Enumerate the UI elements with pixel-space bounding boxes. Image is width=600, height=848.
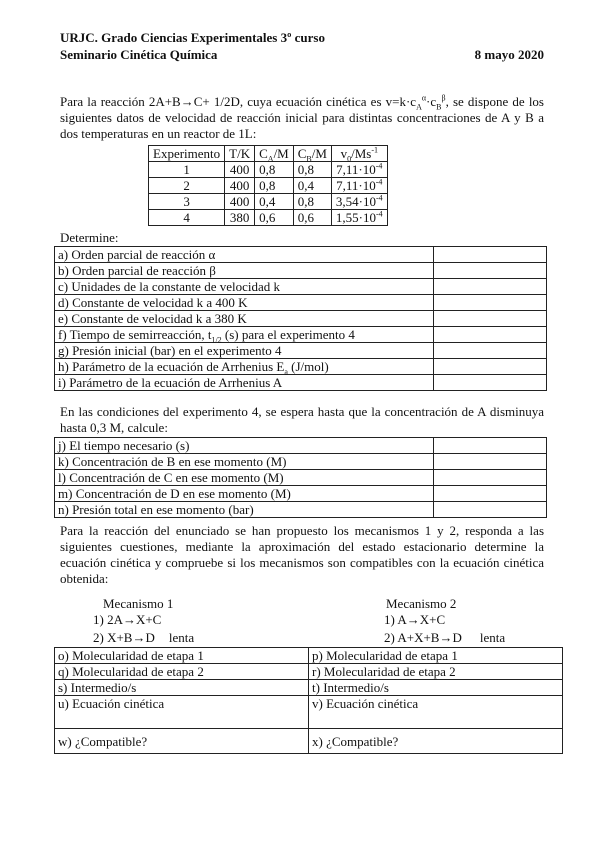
table-row: 4 380 0,6 0,6 $1,55\cdot 10^{-4}$	[149, 210, 388, 226]
answer-cell[interactable]	[434, 343, 547, 359]
table-row: s) Intermedio/s t) Intermedio/s	[55, 680, 563, 696]
answer-cell[interactable]	[434, 486, 547, 502]
answer-cell[interactable]	[434, 247, 547, 263]
table-row: c) Unidades de la constante de velocidad k	[55, 279, 547, 295]
table-row: m) Concentración de D en ese momento (M)	[55, 486, 547, 502]
header-line2: Seminario Cinética Química	[60, 47, 218, 62]
intro-paragraph: Para la reacción 2A+B→C+ 1/2D, cuya ecuación cinética es $v=k\cdot c_A^\alpha\cdot c_B^\beta$, se dispone de los siguientes datos de velocidad de reacción inicial para distintas concentraciones de A y B a dos temperaturas en un reactor de 1L:	[60, 93, 544, 141]
mech1-step2: 2) X+B→D lenta	[93, 630, 195, 645]
table-row: u) Ecuación cinética v) Ecuación cinética	[55, 696, 563, 729]
answer-cell[interactable]	[434, 454, 547, 470]
table-row: n) Presión total en ese momento (bar)	[55, 502, 547, 518]
table-row: l) Concentración de C en ese momento (M)	[55, 470, 547, 486]
mech2-step1: 1) A→X+C	[384, 612, 446, 627]
answer-cell[interactable]	[434, 311, 547, 327]
answer-cell[interactable]	[434, 375, 547, 391]
table-row: j) El tiempo necesario (s)	[55, 438, 547, 454]
mech2-step2: 2) A+X+B→D lenta	[384, 630, 506, 645]
answer-cell[interactable]	[434, 327, 547, 343]
header-date: 8 mayo 2020	[474, 47, 544, 62]
mech1-step1: 1) 2A→X+C	[93, 612, 162, 627]
answer-cell[interactable]	[434, 438, 547, 454]
table-row: b) Orden parcial de reacción β	[55, 263, 547, 279]
answer-cell[interactable]	[434, 470, 547, 486]
mech1-title: Mecanismo 1	[103, 596, 174, 611]
questions-table-2	[54, 437, 547, 518]
determine-label: Determine:	[60, 230, 119, 245]
table-row: w) ¿Compatible? x) ¿Compatible?	[55, 729, 563, 754]
table-row: q) Molecularidad de etapa 2 r) Molecularidad de etapa 2	[55, 664, 563, 680]
answer-cell[interactable]	[434, 295, 547, 311]
table-row: o) Molecularidad de etapa 1 p) Molecularidad de etapa 1	[55, 648, 563, 664]
paragraph-3: Para la reacción del enunciado se han propuesto los mecanismos 1 y 2, responda a las siguientes cuestiones, mediante la aproximación del estado estacionario determine la ecuación cinética y compruebe si los mecanismos son compatibles con la ecuación cinética obtenida:	[60, 523, 544, 586]
answer-cell[interactable]	[434, 359, 547, 375]
answer-cell[interactable]	[434, 263, 547, 279]
header-line1: URJC. Grado Ciencias Experimentales 3º curso	[60, 30, 325, 45]
table-row: e) Constante de velocidad k a 380 K	[55, 311, 547, 327]
answer-cell[interactable]	[434, 279, 547, 295]
table-row: 3 400 0,4 0,8 $3,54\cdot 10^{-4}$	[149, 194, 388, 210]
table-header-row: Experimento T/K $C_A/M$ $C_B/M$ $v_0/Ms^{-1}$	[149, 146, 388, 162]
table-row: 2 400 0,8 0,4 $7,11\cdot 10^{-4}$	[149, 178, 388, 194]
mechanism-table	[54, 647, 563, 754]
table-row: a) Orden parcial de reacción α	[55, 247, 547, 263]
paragraph-2: En las condiciones del experimento 4, se espera hasta que la concentración de A disminuya hasta 0,3 M, calcule:	[60, 404, 544, 435]
table-row: i) Parámetro de la ecuación de Arrhenius A	[55, 375, 547, 391]
answer-cell[interactable]	[434, 502, 547, 518]
questions-table-1	[54, 246, 547, 391]
table-row: k) Concentración de B en ese momento (M)	[55, 454, 547, 470]
mech2-title: Mecanismo 2	[386, 596, 457, 611]
table-row: d) Constante de velocidad k a 400 K	[55, 295, 547, 311]
table-row: g) Presión inicial (bar) en el experimento 4	[55, 343, 547, 359]
table-row: h) Parámetro de la ecuación de Arrhenius $E_a$ (J/mol)	[55, 359, 547, 375]
table-row: 1 400 0,8 0,8 $7,11\cdot 10^{-4}$	[149, 162, 388, 178]
experiment-table	[148, 145, 388, 226]
table-row: f) Tiempo de semirreacción, $t_{1/2}$ (s) para el experimento 4	[55, 327, 547, 343]
